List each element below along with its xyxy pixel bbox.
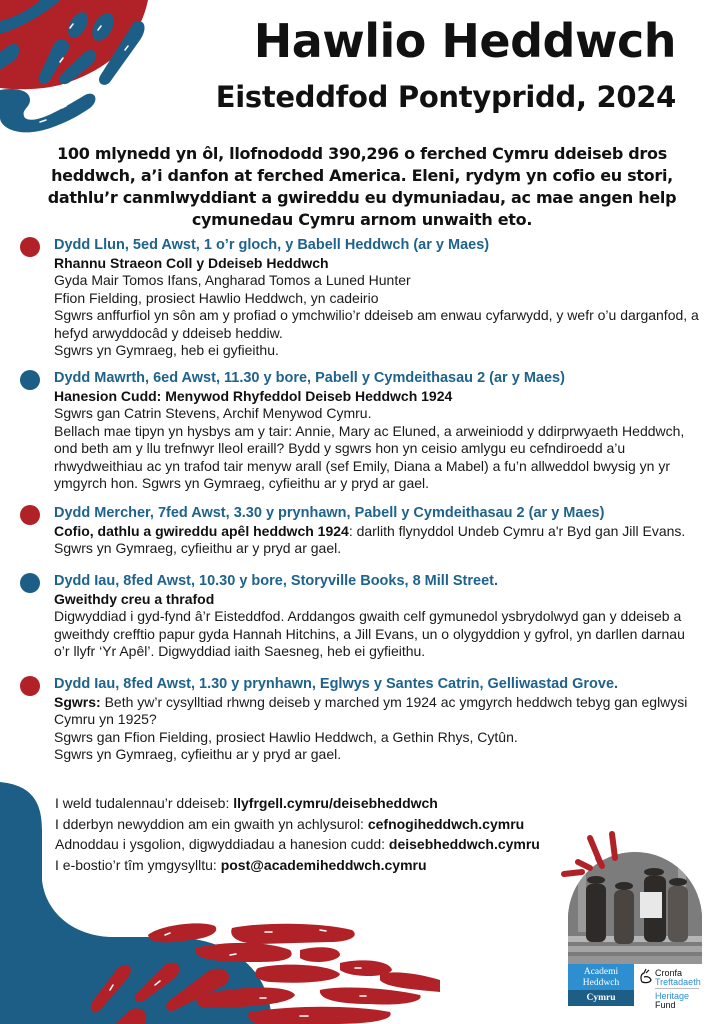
event-text: Sgwrs gan Catrin Stevens, Archif Menywod Cymru. xyxy=(54,405,372,421)
event-item xyxy=(20,573,700,661)
logo-text: Heritage xyxy=(655,991,690,1001)
red-bullet-icon xyxy=(20,676,40,696)
link-row xyxy=(55,834,540,855)
event-title: Rhannu Straeon Coll y Ddeiseb Heddwch xyxy=(54,254,329,271)
event-item xyxy=(20,370,700,493)
event-text: Sgwrs yn Gymraeg, heb ei gyfieithu. xyxy=(54,342,279,358)
intro-paragraph: 100 mlynedd yn ôl, llofnododd 390,296 o ferched Cymru ddeiseb dros heddwch, a’i danfon at ferched America. Eleni, rydym yn cofio eu stori, dathlu’r canmlwyddiant a gwireddu eu dymuniadau, ac mae angen help cymunedau Cymru arnom unwaith eto. xyxy=(47,144,677,229)
event-text: Digwyddiad i gyd-fynd â’r Eisteddfod. Arddangos gwaith celf gymunedol ysbrydolwyd gan y ddeiseb a gweithdy crefftio papur gyda Hannah Hitchins, a Jill Evans, un o olygyddion y gyfrol, yn darllen darnau o’r llyfr ‘Yr Apêl’. Digwyddiad iaith Saesneg, heb ei gyfieithu. xyxy=(54,608,685,659)
event-text: Gyda Mair Tomos Ifans, Angharad Tomos a Luned Hunter xyxy=(54,272,411,288)
logo-text: Academi xyxy=(583,967,619,977)
event-text: Sgwrs gan Ffion Fielding, prosiect Hawlio Heddwch, a Gethin Rhys, Cytûn. xyxy=(54,728,518,745)
red-bullet-icon xyxy=(20,237,40,257)
event-item xyxy=(20,237,700,360)
blue-bullet-icon xyxy=(20,370,40,390)
link-row xyxy=(55,793,540,814)
event-heading: Dydd Mawrth, 6ed Awst, 11.30 y bore, Pabell y Cymdeithasau 2 (ar y Maes) xyxy=(54,370,565,386)
logo-text: Heddwch xyxy=(582,978,620,988)
crossed-fingers-icon xyxy=(639,968,653,984)
event-text xyxy=(54,694,700,729)
event-heading: Dydd Mercher, 7fed Awst, 3.30 y prynhawn, Pabell y Cymdeithasau 2 (ar y Maes) xyxy=(54,505,605,521)
event-text: Sgwrs anffurfiol yn sôn am y profiad o ymchwilio’r ddeiseb am enwau cyfarwydd, y wefr o’u darganfod, a hefyd arwyddocâd y ddeiseb heddiw. xyxy=(54,307,699,341)
link-row xyxy=(55,855,540,876)
event-title: Cofio, dathlu a gwireddu apêl heddwch 1924 xyxy=(54,522,349,539)
blue-bullet-icon xyxy=(20,573,40,593)
heritage-fund-logo xyxy=(637,964,707,1008)
event-text: Sgwrs yn Gymraeg, cyfieithu ar y pryd ar gael. xyxy=(54,746,342,762)
event-text: Ffion Fielding, prosiect Hawlio Heddwch, yn cadeirio xyxy=(54,289,379,306)
event-item xyxy=(20,676,700,764)
event-heading: Dydd Iau, 8fed Awst, 1.30 y prynhawn, Eglwys y Santes Catrin, Gelliwastad Grove. xyxy=(54,676,619,692)
event-text-rest: Beth yw’r cysylltiad rhwng deiseb y marched ym 1924 ac ymgyrch heddwch tebyg gan eglwysi Cymru yn 1925? xyxy=(54,693,688,727)
event-heading: Dydd Iau, 8fed Awst, 10.30 y bore, Storyville Books, 8 Mill Street. xyxy=(54,573,499,589)
email-link[interactable]: post@academiheddwch.cymru xyxy=(220,856,427,873)
page-subtitle: Eisteddfod Pontypridd, 2024 xyxy=(215,80,676,114)
event-item xyxy=(20,505,700,558)
decoration-top-left xyxy=(0,0,240,140)
logo-text: Treftadaeth xyxy=(655,977,701,987)
petition-pages-link[interactable]: llyfrgell.cymru/deisebheddwch xyxy=(233,795,438,811)
link-label: I e-bostio’r tîm ymgysylltu: xyxy=(55,856,221,873)
logo-text: Cymru xyxy=(568,990,634,1006)
event-title: Sgwrs: xyxy=(54,693,101,710)
event-text xyxy=(54,523,700,558)
link-label: Adnoddau i ysgolion, digwyddiadau a hanesion cudd: xyxy=(55,836,389,852)
divider xyxy=(655,988,699,989)
link-row xyxy=(55,814,540,835)
event-heading: Dydd Llun, 5ed Awst, 1 o’r gloch, y Babell Heddwch (ar y Maes) xyxy=(54,237,490,253)
event-text-rest: : darlith flynyddol Undeb Cymru a'r Byd gan Jill Evans. Sgwrs yn Gymraeg, cyfieithu ar y pryd ar gael. xyxy=(54,522,686,556)
event-title: Hanesion Cudd: Menywod Rhyfeddol Deiseb Heddwch 1924 xyxy=(54,387,453,404)
red-burst-decoration xyxy=(560,828,620,880)
event-title: Gweithdy creu a thrafod xyxy=(54,590,215,607)
event-text: Bellach mae tipyn yn hysbys am y tair: Annie, Mary ac Eluned, a arweiniodd y ddirprwyaeth Heddwch, ond beth am y llu trefnwyr lleol eraill? Bydd y sgwrs hon yn ceisio amlygu eu cefndiroedd a’u rhwydweithiau ac yn trafod tair menyw arall (sef Emily, Diana a Mabel) a fu’n allweddol bwysig yn yr ymgyrch hon. Sgwrs yn Gymraeg, cyfieithu ar y pryd ar gael. xyxy=(54,422,685,491)
page-title: Hawlio Heddwch xyxy=(253,14,676,68)
logo-text: Cronfa xyxy=(655,968,683,978)
link-label: I dderbyn newyddion am ein gwaith yn achlysurol: xyxy=(55,815,368,832)
link-label: I weld tudalennau’r ddeiseb: xyxy=(55,795,234,811)
newsletter-link[interactable]: cefnogiheddwch.cymru xyxy=(367,815,525,832)
red-bullet-icon xyxy=(20,505,40,525)
links-section xyxy=(55,793,540,875)
resources-link[interactable]: deisebheddwch.cymru xyxy=(388,836,540,852)
logo-text: Fund xyxy=(655,1000,676,1010)
academi-heddwch-logo xyxy=(568,964,634,1006)
